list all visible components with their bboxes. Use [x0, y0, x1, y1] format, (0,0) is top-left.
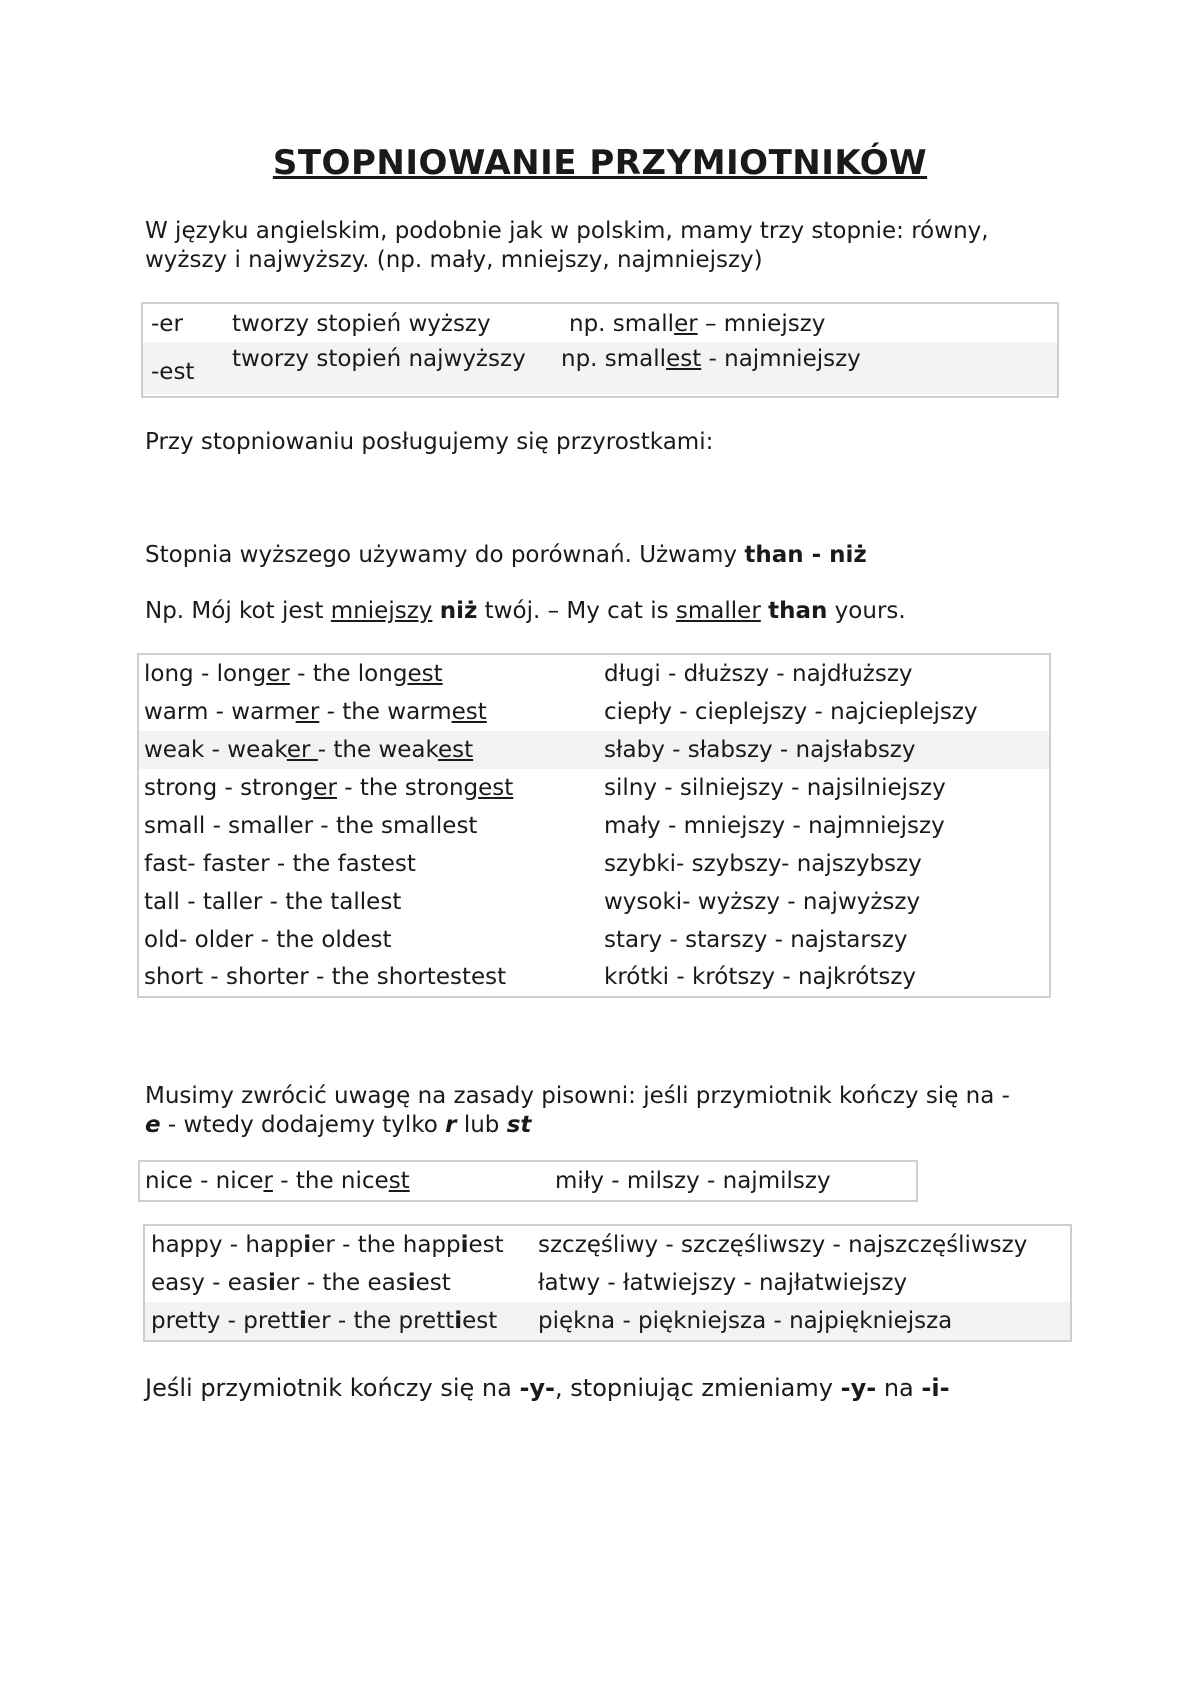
adjective-english: easy - easier - the easiest: [151, 1270, 451, 1296]
suffix-example: np. smaller – mniejszy: [569, 311, 826, 337]
adjective-row: [139, 769, 1049, 807]
suffix-label: -est: [151, 359, 195, 385]
adjective-english: pretty - prettier - the prettiest: [151, 1308, 498, 1334]
comparison-text: Stopnia wyższego używamy do porównań. Użwamy than - niż: [145, 542, 867, 568]
suffix-table: [141, 302, 1059, 398]
adjective-polish: krótki - krótszy - najkrótszy: [604, 964, 917, 990]
adjective-english: happy - happier - the happiest: [151, 1232, 504, 1258]
adjective-english: long - longer - the longest: [144, 661, 443, 687]
adjective-row: [145, 1264, 1070, 1302]
adjective-row: [139, 845, 1049, 883]
adjective-polish: szczęśliwy - szczęśliwszy - najszczęśliwszy: [538, 1232, 1028, 1258]
suffix-label: -er: [151, 311, 183, 337]
adjective-english: nice - nicer - the nicest: [145, 1168, 410, 1194]
adjective-polish: miły - milszy - najmilszy: [555, 1168, 831, 1194]
intro-line-1: W języku angielskim, podobnie jak w polskim, mamy trzy stopnie: równy,: [145, 218, 989, 244]
suffix-description: tworzy stopień najwyższy: [232, 346, 526, 372]
spelling-rule-line-2: e - wtedy dodajemy tylko r lub st: [145, 1112, 532, 1138]
suffix-row-er: [143, 306, 1057, 342]
page-title: STOPNIOWANIE PRZYMIOTNIKÓW: [272, 143, 928, 183]
adjective-row: [145, 1226, 1070, 1264]
adjective-row: [139, 921, 1049, 959]
adjective-row: [139, 731, 1049, 769]
adjective-polish: łatwy - łatwiejszy - najłatwiejszy: [538, 1270, 908, 1296]
adjective-polish: długi - dłuższy - najdłuższy: [604, 661, 913, 687]
adjective-english: fast- faster - the fastest: [144, 851, 416, 877]
adjective-english: weak - weaker - the weakest: [144, 737, 474, 763]
adjective-english: old- older - the oldest: [144, 927, 392, 953]
adjective-english: tall - taller - the tallest: [144, 889, 402, 915]
adjective-polish: piękna - piękniejsza - najpiękniejsza: [538, 1308, 953, 1334]
adjective-english: strong - stronger - the strongest: [144, 775, 514, 801]
adjective-row: [139, 807, 1049, 845]
spelling-rule-line-1: Musimy zwrócić uwagę na zasady pisowni: jeśli przymiotnik kończy się na -: [145, 1083, 1010, 1109]
adjective-polish: silny - silniejszy - najsilniejszy: [604, 775, 946, 801]
suffix-note: Przy stopniowaniu posługujemy się przyrostkami:: [145, 429, 714, 455]
adjective-row: [139, 959, 1049, 996]
adjective-row: [139, 693, 1049, 731]
adjective-english: small - smaller - the smallest: [144, 813, 478, 839]
adjectives-table: [137, 653, 1051, 998]
y-rule: Jeśli przymiotnik kończy się na -y-, stopniując zmieniamy -y- na -i-: [145, 1374, 950, 1402]
adjective-polish: wysoki- wyższy - najwyższy: [604, 889, 921, 915]
adjective-english: warm - warmer - the warmest: [144, 699, 487, 725]
nice-table: [138, 1160, 918, 1202]
intro-line-2: wyższy i najwyższy. (np. mały, mniejszy, najmniejszy): [145, 247, 763, 273]
example-sentence: Np. Mój kot jest mniejszy niż twój. – My cat is smaller than yours.: [145, 598, 906, 624]
adjective-english: short - shorter - the shortestest: [144, 964, 507, 990]
adjective-row: [145, 1302, 1070, 1340]
adjective-polish: ciepły - cieplejszy - najcieplejszy: [604, 699, 978, 725]
adjective-polish: słaby - słabszy - najsłabszy: [604, 737, 916, 763]
y-table: [143, 1224, 1072, 1342]
adjective-polish: stary - starszy - najstarszy: [604, 927, 908, 953]
adjective-row: [139, 655, 1049, 693]
suffix-row-est: [143, 342, 1057, 394]
suffix-example: np. smallest - najmniejszy: [561, 346, 861, 372]
suffix-description: tworzy stopień wyższy: [232, 311, 491, 337]
adjective-row: [139, 883, 1049, 921]
adjective-polish: szybki- szybszy- najszybszy: [604, 851, 922, 877]
adjective-polish: mały - mniejszy - najmniejszy: [604, 813, 945, 839]
